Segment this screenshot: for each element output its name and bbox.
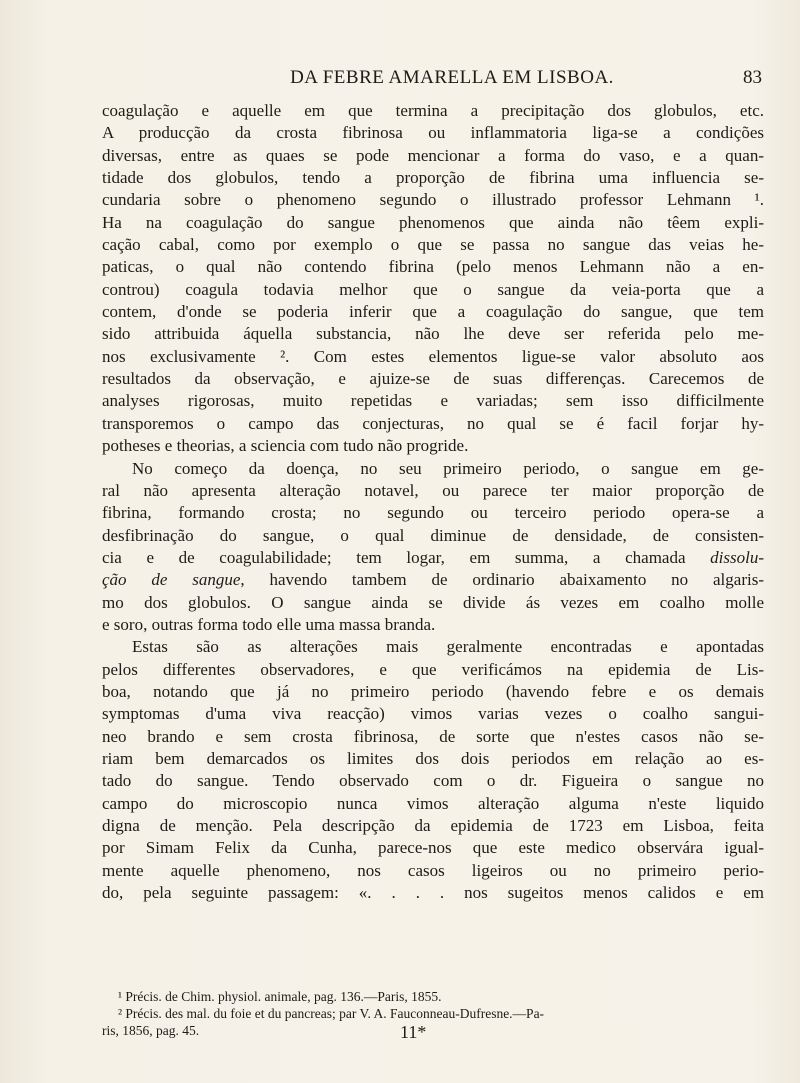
paragraph-2 xyxy=(102,458,764,637)
footnotes xyxy=(102,988,764,1039)
text-run: cia e de coagulabilidade; tem logar, em summa, a chamada xyxy=(102,547,711,567)
paragraph-1 xyxy=(102,100,764,458)
text-line: sido attribuida áquella substancia, não lhe deve ser referida pelo me- xyxy=(102,324,764,344)
text-line-mixed xyxy=(102,569,764,591)
footnote-2-continued: ris, 1856, pag. 45. xyxy=(102,1023,200,1038)
footnote-1: ¹ Précis. de Chim. physiol. animale, pag. 136.—Paris, 1855. xyxy=(118,989,442,1004)
text-line: mente aquelle phenomeno, nos casos ligeiros ou no primeiro perio- xyxy=(102,860,764,880)
text-line: boa, notando que já no primeiro periodo (havendo febre e os demais xyxy=(102,681,764,701)
text-line: fibrina, formando crosta; no segundo ou terceiro periodo opera-se a xyxy=(102,503,764,523)
text-line-mixed xyxy=(102,547,764,569)
text-line: ral não apresenta alteração notavel, ou parece ter maior proporção de xyxy=(102,480,764,500)
paragraph-3 xyxy=(102,636,764,904)
text-line: desfibrinação do sangue, o qual diminue de densidade, de consisten- xyxy=(102,525,764,545)
text-line: A producção da crosta fibrinosa ou inflammatoria liga-se a condições xyxy=(102,123,764,143)
italic-term: dissolu- xyxy=(710,547,764,567)
text-line: tidade dos globulos, tendo a proporção de fibrina uma influencia se- xyxy=(102,168,764,188)
page-number: 83 xyxy=(743,67,762,88)
body-text xyxy=(102,100,764,904)
text-line: potheses e theorias, a sciencia com tudo não progride. xyxy=(102,436,469,456)
text-line: digna de menção. Pela descripção da epidemia de 1723 em Lisboa, feita xyxy=(102,816,764,835)
text-line: controu) coagula todavia melhor que o sangue da veia-porta que a xyxy=(102,279,764,299)
text-line: mo dos globulos. O sangue ainda se divide ás vezes em coalho molle xyxy=(102,592,764,612)
footnote-2: ² Précis. des mal. du foie et du pancreas; par V. A. Fauconneau-Dufresne.—Pa- xyxy=(118,1006,545,1021)
text-line: Ha na coagulação do sangue phenomenos que ainda não têem expli- xyxy=(102,212,764,232)
text-line: campo do microscopio nunca vimos alteração alguma n'este liquido xyxy=(102,793,764,813)
text-line: tado do sangue. Tendo observado com o dr. Figueira o sangue no xyxy=(102,771,764,791)
signature-mark: 11* xyxy=(400,1022,427,1042)
text-line: nos exclusivamente ². Com estes elementos ligue-se valor absoluto aos xyxy=(102,346,764,366)
text-line: transporemos o campo das conjecturas, no qual se é facil forjar hy- xyxy=(102,413,764,433)
text-line: cundaria sobre o phenomeno segundo o illustrado professor Lehmann ¹. xyxy=(102,190,764,210)
text-run: , havendo tambem de ordinario abaixamento no algaris- xyxy=(240,570,764,590)
text-line: por Simam Felix da Cunha, parece-nos que este medico observára igual- xyxy=(102,838,764,858)
italic-term: ção de sangue xyxy=(102,570,241,590)
running-title: DA FEBRE AMARELLA EM LISBOA. xyxy=(290,67,614,88)
text-line: riam bem demarcados os limites dos dois periodos em relação ao es- xyxy=(102,748,764,768)
text-line: neo brando e sem crosta fibrinosa, de sorte que n'estes casos não se- xyxy=(102,726,764,746)
page-header xyxy=(102,64,762,92)
text-line: analyses rigorosas, muito repetidas e variadas; sem isso difficilmente xyxy=(102,391,764,411)
text-line: do, pela seguinte passagem: «. . . . nos sugeitos menos calidos e em xyxy=(102,883,764,903)
text-line: contem, d'onde se poderia inferir que a coagulação do sangue, que tem xyxy=(102,302,764,322)
text-line: Estas são as alterações mais geralmente encontradas e apontadas xyxy=(132,637,764,657)
text-line: paticas, o qual não contendo fibrina (pelo menos Lehmann não a en- xyxy=(102,257,764,277)
text-line: diversas, entre as quaes se pode mencionar a forma do vaso, e a quan- xyxy=(102,145,764,165)
text-line: No começo da doença, no seu primeiro periodo, o sangue em ge- xyxy=(132,458,764,478)
text-line: resultados da observação, e ajuize-se de suas differenças. Carecemos de xyxy=(102,369,764,389)
text-line: symptomas d'uma viva reacção) vimos varias vezes o coalho sangui- xyxy=(102,704,764,724)
text-line: cação cabal, como por exemplo o que se passa no sangue das veias he- xyxy=(102,235,764,255)
text-line: e soro, outras forma todo elle uma massa branda. xyxy=(102,614,436,634)
text-line: pelos differentes observadores, e que verificámos na epidemia de Lis- xyxy=(102,659,764,679)
text-line: coagulação e aquelle em que termina a precipitação dos globulos, etc. xyxy=(102,101,764,120)
